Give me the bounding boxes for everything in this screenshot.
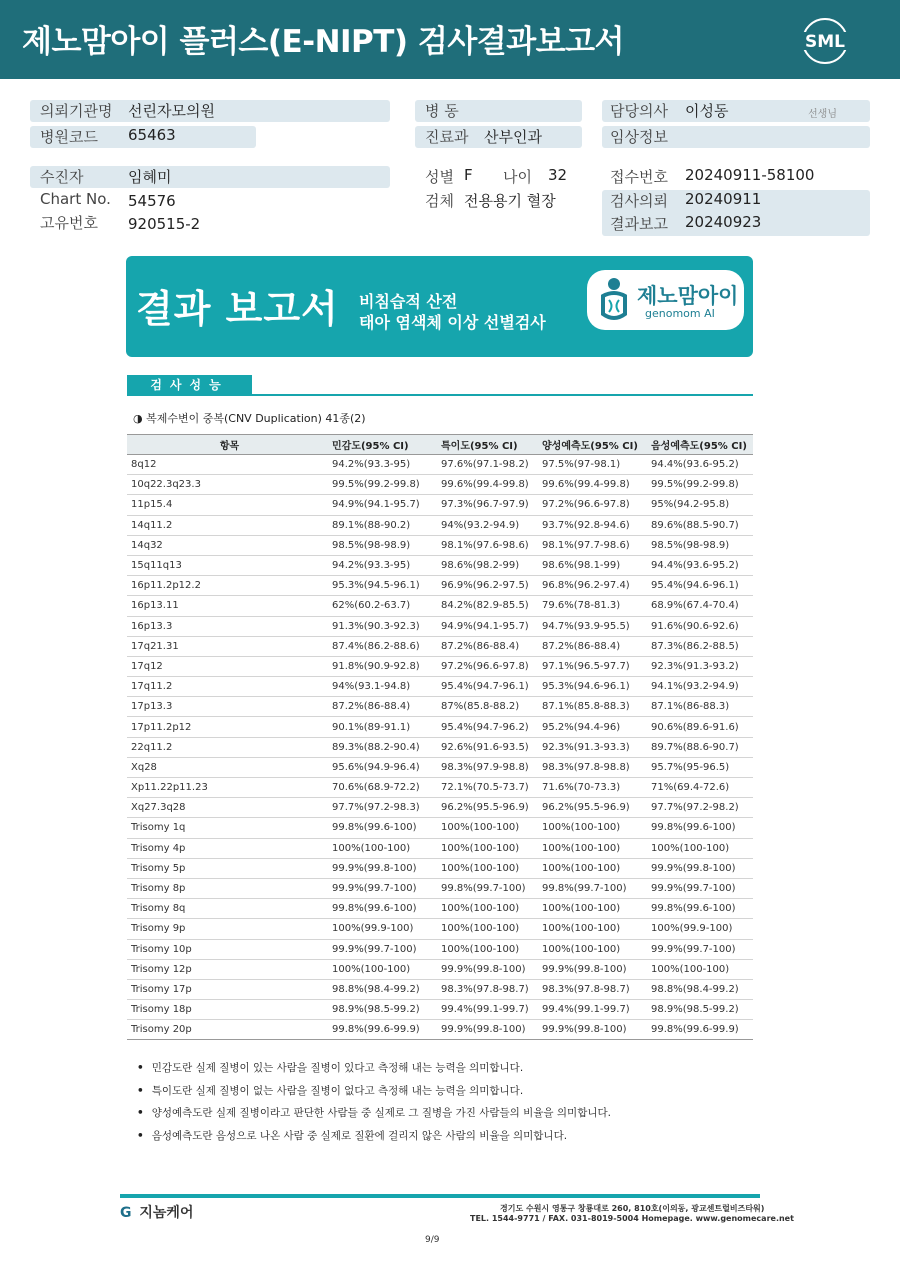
row-value-cell: 87.2%(86-88.4) xyxy=(437,636,538,656)
row-value-cell: 99.9%(99.8-100) xyxy=(538,1020,647,1040)
institution-value: 선린자모의원 xyxy=(128,102,215,120)
row-value-cell: 100%(100-100) xyxy=(437,939,538,959)
patient-label: 수진자 xyxy=(40,168,84,186)
row-value-cell: 98.5%(98-98.9) xyxy=(647,535,753,555)
row-item-name: Trisomy 5p xyxy=(127,858,328,878)
row-value-cell: 97.5%(97-98.1) xyxy=(538,455,647,475)
table-row xyxy=(127,455,753,475)
row-value-cell: 99.5%(99.2-99.8) xyxy=(328,475,437,495)
doctor-value: 이성동 xyxy=(685,102,729,120)
table-row xyxy=(127,555,753,575)
row-value-cell: 95%(94.2-95.8) xyxy=(647,495,753,515)
row-value-cell: 96.9%(96.2-97.5) xyxy=(437,576,538,596)
section-heading: ◑ 복제수변이 중복(CNV Duplication) 41종(2) xyxy=(133,412,366,425)
genomom-logo xyxy=(587,270,744,330)
row-value-cell: 71.6%(70-73.3) xyxy=(538,778,647,798)
footer-address: 경기도 수원시 영통구 창룡대로 260, 810호(이의동, 광교센트럴비즈타워) xyxy=(500,1204,765,1213)
row-item-name: 16p13.11 xyxy=(127,596,328,616)
row-value-cell: 98.5%(98-98.9) xyxy=(328,535,437,555)
note-item: • 특이도란 실제 질병이 없는 사람을 질병이 없다고 측정해 내는 능력을 의미합니다. xyxy=(137,1083,611,1106)
hospital-code-value: 65463 xyxy=(128,126,176,144)
row-item-name: 8q12 xyxy=(127,455,328,475)
row-value-cell: 99.8%(99.6-99.9) xyxy=(647,1020,753,1040)
row-value-cell: 94.4%(93.6-95.2) xyxy=(647,555,753,575)
genomom-mother-icon xyxy=(595,276,633,324)
row-value-cell: 99.4%(99.1-99.7) xyxy=(437,1000,538,1020)
row-value-cell: 95.3%(94.5-96.1) xyxy=(328,576,437,596)
row-item-name: Xq27.3q28 xyxy=(127,798,328,818)
table-row xyxy=(127,737,753,757)
row-value-cell: 98.8%(98.4-99.2) xyxy=(328,979,437,999)
row-item-name: Trisomy 20p xyxy=(127,1020,328,1040)
row-value-cell: 99.4%(99.1-99.7) xyxy=(538,1000,647,1020)
row-value-cell: 95.6%(94.9-96.4) xyxy=(328,757,437,777)
brand-korean: 제노맘아이 xyxy=(637,284,739,308)
row-value-cell: 68.9%(67.4-70.4) xyxy=(647,596,753,616)
row-value-cell: 96.2%(95.5-96.9) xyxy=(437,798,538,818)
row-value-cell: 99.9%(99.7-100) xyxy=(328,939,437,959)
row-item-name: Xq28 xyxy=(127,757,328,777)
table-row xyxy=(127,1020,753,1040)
row-item-name: 22q11.2 xyxy=(127,737,328,757)
banner-title: 결과 보고서 xyxy=(136,287,339,331)
row-value-cell: 99.9%(99.8-100) xyxy=(538,959,647,979)
row-value-cell: 90.1%(89-91.1) xyxy=(328,717,437,737)
table-row xyxy=(127,656,753,676)
sex-value: F xyxy=(464,166,473,184)
row-value-cell: 71%(69.4-72.6) xyxy=(647,778,753,798)
table-body xyxy=(127,455,753,1040)
row-value-cell: 100%(99.9-100) xyxy=(328,919,437,939)
report-header xyxy=(0,0,900,79)
company-name: 지놈케어 xyxy=(139,1205,194,1221)
row-value-cell: 100%(100-100) xyxy=(647,838,753,858)
row-value-cell: 87.2%(86-88.4) xyxy=(538,636,647,656)
header-item: 항목 xyxy=(127,435,328,455)
table-row xyxy=(127,576,753,596)
row-item-name: 14q11.2 xyxy=(127,515,328,535)
row-value-cell: 94%(93.1-94.8) xyxy=(328,677,437,697)
row-value-cell: 95.4%(94.6-96.1) xyxy=(647,576,753,596)
note-item: • 민감도란 실제 질병이 있는 사람을 질병이 있다고 측정해 내는 능력을 의미합니다. xyxy=(137,1060,611,1083)
row-item-name: 17q12 xyxy=(127,656,328,676)
row-item-name: 16p13.3 xyxy=(127,616,328,636)
header-specificity: 특이도(95% CI) xyxy=(437,435,538,455)
row-value-cell: 79.6%(78-81.3) xyxy=(538,596,647,616)
notes-list xyxy=(137,1060,611,1150)
row-item-name: Trisomy 8p xyxy=(127,878,328,898)
row-value-cell: 94.9%(94.1-95.7) xyxy=(437,616,538,636)
row-value-cell: 99.8%(99.7-100) xyxy=(538,878,647,898)
header-sensitivity: 민감도(95% CI) xyxy=(328,435,437,455)
section-tag: 검사성능 xyxy=(127,375,252,395)
row-value-cell: 94.2%(93.3-95) xyxy=(328,555,437,575)
request-label: 검사의뢰 xyxy=(610,192,668,210)
row-value-cell: 89.6%(88.5-90.7) xyxy=(647,515,753,535)
hospital-code-label: 병원코드 xyxy=(40,128,98,146)
row-value-cell: 100%(100-100) xyxy=(538,858,647,878)
table-row xyxy=(127,858,753,878)
receipt-value: 20240911-58100 xyxy=(685,166,815,184)
uid-label: 고유번호 xyxy=(40,214,98,232)
row-item-name: Trisomy 10p xyxy=(127,939,328,959)
dept-label: 진료과 xyxy=(425,128,469,146)
table-row xyxy=(127,959,753,979)
footer-divider xyxy=(120,1194,760,1198)
row-value-cell: 89.1%(88-90.2) xyxy=(328,515,437,535)
row-item-name: 17q11.2 xyxy=(127,677,328,697)
row-value-cell: 95.3%(94.6-96.1) xyxy=(538,677,647,697)
row-value-cell: 98.3%(97.9-98.8) xyxy=(437,757,538,777)
row-value-cell: 89.3%(88.2-90.4) xyxy=(328,737,437,757)
row-value-cell: 94.9%(94.1-95.7) xyxy=(328,495,437,515)
row-value-cell: 94.1%(93.2-94.9) xyxy=(647,677,753,697)
report-title: 제노맘아이 플러스(E-NIPT) 검사결과보고서 xyxy=(22,24,624,60)
row-value-cell: 99.9%(99.7-100) xyxy=(647,878,753,898)
table-row xyxy=(127,878,753,898)
row-value-cell: 98.3%(97.8-98.7) xyxy=(437,979,538,999)
table-row xyxy=(127,818,753,838)
row-value-cell: 100%(100-100) xyxy=(328,959,437,979)
info-box-patient xyxy=(30,166,390,188)
row-value-cell: 100%(100-100) xyxy=(538,939,647,959)
row-value-cell: 100%(100-100) xyxy=(328,838,437,858)
row-value-cell: 99.5%(99.2-99.8) xyxy=(647,475,753,495)
table-row xyxy=(127,636,753,656)
row-value-cell: 90.6%(89.6-91.6) xyxy=(647,717,753,737)
row-value-cell: 99.8%(99.6-100) xyxy=(647,818,753,838)
table-row xyxy=(127,939,753,959)
row-item-name: Xp11.22p11.23 xyxy=(127,778,328,798)
table-row xyxy=(127,475,753,495)
row-value-cell: 92.3%(91.3-93.3) xyxy=(538,737,647,757)
table-row xyxy=(127,778,753,798)
row-value-cell: 94.4%(93.6-95.2) xyxy=(647,455,753,475)
row-value-cell: 95.7%(95-96.5) xyxy=(647,757,753,777)
row-value-cell: 98.8%(98.4-99.2) xyxy=(647,979,753,999)
table-row xyxy=(127,717,753,737)
row-value-cell: 99.8%(99.6-100) xyxy=(328,818,437,838)
genomecare-mark-icon: G xyxy=(120,1205,132,1221)
row-value-cell: 99.9%(99.8-100) xyxy=(437,1020,538,1040)
receipt-label: 접수번호 xyxy=(610,168,668,186)
table-row xyxy=(127,596,753,616)
row-value-cell: 95.4%(94.7-96.2) xyxy=(437,717,538,737)
row-value-cell: 96.2%(95.5-96.9) xyxy=(538,798,647,818)
row-item-name: 14q32 xyxy=(127,535,328,555)
row-item-name: 10q22.3q23.3 xyxy=(127,475,328,495)
performance-table xyxy=(127,434,753,1040)
row-value-cell: 100%(100-100) xyxy=(538,838,647,858)
row-value-cell: 99.9%(99.8-100) xyxy=(647,858,753,878)
row-value-cell: 98.3%(97.8-98.8) xyxy=(538,757,647,777)
age-label: 나이 xyxy=(503,168,532,186)
row-value-cell: 62%(60.2-63.7) xyxy=(328,596,437,616)
row-value-cell: 92.3%(91.3-93.2) xyxy=(647,656,753,676)
row-value-cell: 100%(99.9-100) xyxy=(647,919,753,939)
row-value-cell: 100%(100-100) xyxy=(538,899,647,919)
clinical-label: 임상정보 xyxy=(610,128,668,146)
table-row xyxy=(127,838,753,858)
row-value-cell: 98.9%(98.5-99.2) xyxy=(647,1000,753,1020)
specimen-value: 전용용기 혈장 xyxy=(464,192,556,210)
table-row xyxy=(127,515,753,535)
header-ppv: 양성예측도(95% CI) xyxy=(538,435,647,455)
row-value-cell: 94.2%(93.3-95) xyxy=(328,455,437,475)
row-item-name: Trisomy 4p xyxy=(127,838,328,858)
age-value: 32 xyxy=(548,166,568,184)
chart-value: 54576 xyxy=(128,192,176,210)
row-value-cell: 72.1%(70.5-73.7) xyxy=(437,778,538,798)
sex-label: 성별 xyxy=(425,168,454,186)
table-row xyxy=(127,798,753,818)
row-value-cell: 99.9%(99.7-100) xyxy=(647,939,753,959)
table-row xyxy=(127,535,753,555)
table-row xyxy=(127,677,753,697)
row-value-cell: 99.8%(99.7-100) xyxy=(437,878,538,898)
row-item-name: Trisomy 1q xyxy=(127,818,328,838)
report-value: 20240923 xyxy=(685,213,762,231)
table-row xyxy=(127,979,753,999)
table-row xyxy=(127,697,753,717)
row-value-cell: 97.2%(96.6-97.8) xyxy=(538,495,647,515)
note-item: • 음성예측도란 음성으로 나온 사람 중 실제로 질환에 걸리지 않은 사람의 비율을 의미합니다. xyxy=(137,1128,611,1151)
row-value-cell: 99.6%(99.4-99.8) xyxy=(437,475,538,495)
table-row xyxy=(127,1000,753,1020)
institution-label: 의뢰기관명 xyxy=(40,102,113,120)
brand-english: genomom AI xyxy=(645,307,715,320)
table-row xyxy=(127,899,753,919)
row-value-cell: 87.1%(86-88.3) xyxy=(647,697,753,717)
banner-subtitle-1: 비침습적 산전 xyxy=(359,292,458,311)
row-value-cell: 100%(100-100) xyxy=(538,919,647,939)
ward-label: 병 동 xyxy=(425,102,459,120)
footer-contact: TEL. 1544-9771 / FAX. 031-8019-5004 Homepage. www.genomecare.net xyxy=(470,1214,794,1223)
row-value-cell: 100%(100-100) xyxy=(437,818,538,838)
row-value-cell: 94.7%(93.9-95.5) xyxy=(538,616,647,636)
row-value-cell: 87.2%(86-88.4) xyxy=(328,697,437,717)
row-item-name: 11p15.4 xyxy=(127,495,328,515)
row-value-cell: 99.8%(99.6-100) xyxy=(328,899,437,919)
row-item-name: Trisomy 18p xyxy=(127,1000,328,1020)
row-item-name: Trisomy 17p xyxy=(127,979,328,999)
row-value-cell: 87.3%(86.2-88.5) xyxy=(647,636,753,656)
row-value-cell: 92.6%(91.6-93.5) xyxy=(437,737,538,757)
row-value-cell: 98.3%(97.8-98.7) xyxy=(538,979,647,999)
row-value-cell: 95.4%(94.7-96.1) xyxy=(437,677,538,697)
row-value-cell: 100%(100-100) xyxy=(437,838,538,858)
page-number: 9/9 xyxy=(425,1235,440,1245)
row-value-cell: 70.6%(68.9-72.2) xyxy=(328,778,437,798)
table-header-row xyxy=(127,435,753,455)
row-value-cell: 99.9%(99.8-100) xyxy=(328,858,437,878)
row-value-cell: 97.2%(96.6-97.8) xyxy=(437,656,538,676)
request-value: 20240911 xyxy=(685,190,762,208)
table-row xyxy=(127,919,753,939)
row-item-name: 16p11.2p12.2 xyxy=(127,576,328,596)
row-value-cell: 99.9%(99.7-100) xyxy=(328,878,437,898)
result-banner xyxy=(126,256,753,357)
row-item-name: 17p13.3 xyxy=(127,697,328,717)
row-value-cell: 100%(100-100) xyxy=(437,899,538,919)
row-value-cell: 93.7%(92.8-94.6) xyxy=(538,515,647,535)
row-value-cell: 100%(100-100) xyxy=(538,818,647,838)
row-value-cell: 99.8%(99.6-100) xyxy=(647,899,753,919)
table-row xyxy=(127,757,753,777)
row-value-cell: 97.7%(97.2-98.2) xyxy=(647,798,753,818)
row-value-cell: 84.2%(82.9-85.5) xyxy=(437,596,538,616)
row-value-cell: 97.6%(97.1-98.2) xyxy=(437,455,538,475)
row-item-name: Trisomy 9p xyxy=(127,919,328,939)
banner-subtitle-2: 태아 염색체 이상 선별검사 xyxy=(359,313,546,332)
row-item-name: 17p11.2p12 xyxy=(127,717,328,737)
row-value-cell: 95.2%(94.4-96) xyxy=(538,717,647,737)
row-value-cell: 87.1%(85.8-88.3) xyxy=(538,697,647,717)
row-value-cell: 91.6%(90.6-92.6) xyxy=(647,616,753,636)
specimen-label: 검체 xyxy=(425,192,454,210)
row-value-cell: 100%(100-100) xyxy=(437,858,538,878)
row-value-cell: 87.4%(86.2-88.6) xyxy=(328,636,437,656)
row-value-cell: 98.6%(98.1-99) xyxy=(538,555,647,575)
row-value-cell: 98.1%(97.7-98.6) xyxy=(538,535,647,555)
row-value-cell: 98.9%(98.5-99.2) xyxy=(328,1000,437,1020)
sml-logo-icon xyxy=(796,14,854,66)
dept-value: 산부인과 xyxy=(484,128,542,146)
row-value-cell: 98.1%(97.6-98.6) xyxy=(437,535,538,555)
row-value-cell: 87%(85.8-88.2) xyxy=(437,697,538,717)
row-item-name: Trisomy 12p xyxy=(127,959,328,979)
note-item: • 양성예측도란 실제 질병이라고 판단한 사람들 중 실제로 그 질병을 가진 사람들의 비율을 의미합니다. xyxy=(137,1105,611,1128)
doctor-suffix: 선생님 xyxy=(808,109,837,120)
sml-logo-text: SML xyxy=(805,32,845,52)
uid-value: 920515-2 xyxy=(128,215,201,233)
row-value-cell: 100%(100-100) xyxy=(437,919,538,939)
report-label: 결과보고 xyxy=(610,215,668,233)
row-value-cell: 100%(100-100) xyxy=(647,959,753,979)
row-value-cell: 89.7%(88.6-90.7) xyxy=(647,737,753,757)
table-row xyxy=(127,495,753,515)
row-value-cell: 91.8%(90.9-92.8) xyxy=(328,656,437,676)
genomecare-logo xyxy=(120,1202,193,1222)
patient-value: 임혜미 xyxy=(128,168,172,186)
section-divider xyxy=(127,394,753,396)
row-value-cell: 98.6%(98.2-99) xyxy=(437,555,538,575)
row-value-cell: 99.8%(99.6-99.9) xyxy=(328,1020,437,1040)
doctor-label: 담당의사 xyxy=(610,102,668,120)
chart-label: Chart No. xyxy=(40,190,111,208)
row-value-cell: 91.3%(90.3-92.3) xyxy=(328,616,437,636)
row-value-cell: 94%(93.2-94.9) xyxy=(437,515,538,535)
row-value-cell: 97.1%(96.5-97.7) xyxy=(538,656,647,676)
row-item-name: 17q21.31 xyxy=(127,636,328,656)
row-value-cell: 97.3%(96.7-97.9) xyxy=(437,495,538,515)
row-value-cell: 96.8%(96.2-97.4) xyxy=(538,576,647,596)
table-row xyxy=(127,616,753,636)
row-value-cell: 99.6%(99.4-99.8) xyxy=(538,475,647,495)
row-value-cell: 99.9%(99.8-100) xyxy=(437,959,538,979)
row-item-name: Trisomy 8q xyxy=(127,899,328,919)
header-npv: 음성예측도(95% CI) xyxy=(647,435,753,455)
row-value-cell: 97.7%(97.2-98.3) xyxy=(328,798,437,818)
row-item-name: 15q11q13 xyxy=(127,555,328,575)
